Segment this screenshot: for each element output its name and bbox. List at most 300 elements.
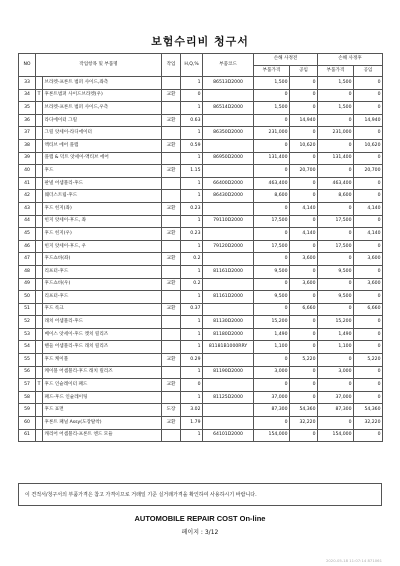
table-row [19,177,383,190]
row-after-labor: 0 [354,316,383,329]
header-work: 작업 [162,54,181,77]
row-part-code [203,202,254,215]
row-no: 43 [19,202,36,215]
row-no: 55 [19,354,36,367]
row-no: 33 [19,77,36,90]
row-work-type: 교환 [162,417,181,430]
table-row [19,303,383,316]
row-after-part-price: 9,500 [318,265,354,278]
row-no: 37 [19,127,36,140]
row-part-code: 81180D2000 [203,328,254,341]
row-part-code [203,278,254,291]
row-mark [36,114,43,127]
row-hq: 1 [181,341,203,354]
row-before-part-price: 1,100 [254,341,290,354]
row-no: 47 [19,253,36,266]
row-after-labor: 32,220 [354,417,383,430]
row-no: 49 [19,278,36,291]
row-before-part-price: 131,400 [254,152,290,165]
row-hq: 1 [181,102,203,115]
row-work-type [162,341,181,354]
row-item-name: 리프터-후드 [43,291,162,304]
row-before-labor: 32,220 [290,417,318,430]
row-mark [36,391,43,404]
row-hq: 0 [181,379,203,392]
row-item-name: 패드-후드 인슐레이팅 [43,391,162,404]
row-work-type [162,291,181,304]
row-work-type: 교환 [162,89,181,102]
row-before-part-price: 15,200 [254,316,290,329]
row-item-name: 후드쇼바(좌) [43,253,162,266]
row-before-part-price: 0 [254,165,290,178]
row-after-labor: 0 [354,215,383,228]
row-hq: 1 [181,152,203,165]
table-row [19,278,383,291]
row-part-code [203,165,254,178]
row-no: 48 [19,265,36,278]
table-row [19,139,383,152]
row-item-name: 리프터-후드 [43,265,162,278]
row-mark [36,366,43,379]
row-after-labor: 0 [354,429,383,442]
row-no: 54 [19,341,36,354]
row-after-labor: 0 [354,379,383,392]
price-disclaimer: 이 견적서/청구서의 부품가격은 참고 가격이므로 거래일 기준 실거래가격을 확인하여 사용하시기 바랍니다. [18,483,382,506]
row-after-labor: 0 [354,177,383,190]
row-mark [36,177,43,190]
row-no: 53 [19,328,36,341]
row-before-part-price: 154,000 [254,429,290,442]
table-row [19,127,383,140]
table-row [19,240,383,253]
row-part-code [203,253,254,266]
row-item-name: 힌지 앗세이-후드, 좌 [43,215,162,228]
table-row [19,228,383,241]
row-mark [36,291,43,304]
table-row [19,341,383,354]
row-mark [36,253,43,266]
row-work-type: 교환 [162,354,181,367]
row-before-part-price: 0 [254,202,290,215]
row-item-name: 후드쇼바(우) [43,278,162,291]
row-after-part-price: 0 [318,354,354,367]
row-after-part-price: 1,500 [318,102,354,115]
row-before-labor: 0 [290,215,318,228]
row-mark [36,202,43,215]
row-no: 45 [19,228,36,241]
row-no: 46 [19,240,36,253]
row-before-labor: 20,700 [290,165,318,178]
row-hq: 0.23 [181,202,203,215]
table-row [19,114,383,127]
row-part-code: 81125D2000 [203,391,254,404]
row-hq: 0.23 [181,228,203,241]
row-after-labor: 3,600 [354,278,383,291]
row-hq: 1 [181,328,203,341]
table-row [19,328,383,341]
row-before-labor: 14,940 [290,114,318,127]
row-after-part-price: 3,000 [318,366,354,379]
table-row [19,391,383,404]
row-work-type: 교환 [162,278,181,291]
row-item-name: 후드 록크 [43,303,162,316]
row-after-part-price: 9,500 [318,291,354,304]
row-hq: 1 [181,316,203,329]
row-mark [36,417,43,430]
row-part-code: 86514D2000 [203,102,254,115]
row-hq: 0.2 [181,278,203,291]
row-after-part-price: 463,400 [318,177,354,190]
row-mark [36,165,43,178]
row-before-part-price: 0 [254,228,290,241]
row-before-labor: 6,660 [290,303,318,316]
row-work-type [162,429,181,442]
row-before-labor: 54,360 [290,404,318,417]
row-mark [36,316,43,329]
row-part-code: 79110D2000 [203,215,254,228]
row-before-part-price: 1,490 [254,328,290,341]
row-after-part-price: 1,500 [318,77,354,90]
row-part-code [203,354,254,367]
row-hq: 1 [181,127,203,140]
row-after-part-price: 0 [318,202,354,215]
row-before-part-price: 3,000 [254,366,290,379]
row-item-name: 후드 인슐레이터 패드 [43,379,162,392]
row-part-code: 81161D2000 [203,291,254,304]
table-row [19,354,383,367]
row-after-labor: 0 [354,366,383,379]
row-no: 59 [19,404,36,417]
row-item-name: 브라켓-프론트 범퍼 사이드,우측 [43,102,162,115]
row-after-part-price: 1,490 [318,328,354,341]
row-item-name: 후드 힌지(좌) [43,202,162,215]
row-after-labor: 0 [354,391,383,404]
row-no: 40 [19,165,36,178]
row-before-part-price: 9,500 [254,291,290,304]
row-mark [36,127,43,140]
row-item-name: 캐리어 어셈블리-프론트 엔드 모듈 [43,429,162,442]
row-hq: 1.79 [181,417,203,430]
row-after-labor: 0 [354,152,383,165]
row-before-part-price: 0 [254,417,290,430]
row-before-part-price: 0 [254,278,290,291]
row-before-part-price: 87,300 [254,404,290,417]
table-row [19,316,383,329]
row-work-type [162,152,181,165]
row-part-code: 79120D2000 [203,240,254,253]
row-hq: 3.02 [181,404,203,417]
row-work-type: 교환 [162,202,181,215]
page-title: 보험수리비 청구서 [151,35,249,48]
row-mark [36,228,43,241]
row-before-part-price: 8,600 [254,190,290,203]
row-hq: 1 [181,265,203,278]
row-item-name: 베이스 앗세이-후드 캣치 릴리즈 [43,328,162,341]
row-work-type [162,102,181,115]
row-before-labor: 5,220 [290,354,318,367]
header-part-code: 부품코드 [203,54,254,77]
row-item-name: 플랩 & 덕트 앗세이-액티브 에어 [43,152,162,165]
row-after-labor: 4,140 [354,202,383,215]
row-before-part-price: 37,000 [254,391,290,404]
row-after-labor: 0 [354,341,383,354]
row-work-type [162,190,181,203]
row-no: 36 [19,114,36,127]
row-mark [36,404,43,417]
row-no: 51 [19,303,36,316]
row-after-labor: 0 [354,89,383,102]
row-part-code: 81161D2000 [203,265,254,278]
header-hq: H,Q,% [181,54,203,77]
row-work-type [162,240,181,253]
row-work-type [162,265,181,278]
table-row [19,379,383,392]
row-before-labor: 0 [290,152,318,165]
row-hq: 0.2 [181,253,203,266]
row-after-part-price: 87,300 [318,404,354,417]
row-before-labor: 0 [290,265,318,278]
row-after-labor: 20,700 [354,165,383,178]
table-row [19,152,383,165]
row-no: 41 [19,177,36,190]
row-hq: 1 [181,190,203,203]
row-after-part-price: 131,400 [318,152,354,165]
row-after-part-price: 0 [318,114,354,127]
row-before-labor: 3,600 [290,253,318,266]
table-row [19,366,383,379]
row-part-code [203,303,254,316]
print-timestamp: 2020-05-18 11:07:14 871061 [325,558,382,563]
row-item-name: 후론트범퍼 사이드브라켓(우) [43,89,162,102]
row-before-part-price: 9,500 [254,265,290,278]
row-after-labor: 54,360 [354,404,383,417]
row-before-part-price: 231,000 [254,127,290,140]
header-after-part-price: 부품가격 [318,65,354,77]
row-after-labor: 0 [354,265,383,278]
row-after-part-price: 8,600 [318,190,354,203]
table-row [19,89,383,102]
row-work-type: 도장 [162,404,181,417]
row-before-part-price: 0 [254,114,290,127]
row-after-labor: 0 [354,240,383,253]
row-after-part-price: 17,500 [318,215,354,228]
row-before-labor: 0 [290,177,318,190]
row-before-labor: 0 [290,328,318,341]
row-no: 58 [19,391,36,404]
row-before-labor: 0 [290,77,318,90]
row-item-name: 핸들 어셈블리-후드 래치 릴리즈 [43,341,162,354]
row-before-part-price: 0 [254,354,290,367]
row-part-code [203,379,254,392]
row-mark [36,190,43,203]
header-item: 작업항목 및 부품명 [36,54,162,77]
row-hq: 1 [181,77,203,90]
row-after-labor: 14,940 [354,114,383,127]
repair-cost-table [18,53,383,442]
row-no: 39 [19,152,36,165]
row-mark [36,240,43,253]
row-after-part-price: 0 [318,379,354,392]
row-after-labor: 0 [354,127,383,140]
row-work-type [162,177,181,190]
row-no: 38 [19,139,36,152]
row-mark [36,77,43,90]
row-no: 61 [19,429,36,442]
row-after-part-price: 0 [318,139,354,152]
row-item-name: 브라켓-프론트 범퍼 사이드,좌측 [43,77,162,90]
page-number: 페이지 : 3/12 [181,529,219,536]
row-after-labor: 6,660 [354,303,383,316]
row-part-code [203,114,254,127]
row-mark [36,303,43,316]
row-after-part-price: 231,000 [318,127,354,140]
row-after-part-price: 15,200 [318,316,354,329]
row-work-type [162,127,181,140]
row-hq: 0.37 [181,303,203,316]
row-hq: 1 [181,291,203,304]
row-before-part-price: 463,400 [254,177,290,190]
row-part-code: 86350D2000 [203,127,254,140]
row-part-code: 81130D2000 [203,316,254,329]
row-work-type [162,215,181,228]
table-body [19,77,383,442]
row-after-part-price: 0 [318,303,354,316]
row-mark [36,328,43,341]
row-before-part-price: 0 [254,303,290,316]
row-no: 42 [19,190,36,203]
row-no: 52 [19,316,36,329]
row-before-labor: 0 [290,291,318,304]
row-mark [36,215,43,228]
row-before-part-price: 0 [254,253,290,266]
row-item-name: 케이블 어셈블리-후드 래치 릴리즈 [43,366,162,379]
row-before-labor: 0 [290,102,318,115]
row-before-labor: 0 [290,190,318,203]
row-part-code: 86513D2000 [203,77,254,90]
table-row [19,265,383,278]
footer-title: AUTOMOBILE REPAIR COST On-line [134,514,266,523]
row-hq: 1 [181,366,203,379]
row-hq: 0.63 [181,114,203,127]
row-before-labor: 0 [290,316,318,329]
row-hq: 1 [181,429,203,442]
row-after-labor: 0 [354,328,383,341]
row-part-code: 86950D2000 [203,152,254,165]
row-after-part-price: 0 [318,165,354,178]
row-mark [36,354,43,367]
row-before-part-price: 1,500 [254,77,290,90]
row-hq: 1 [181,240,203,253]
row-after-part-price: 154,000 [318,429,354,442]
table-row [19,202,383,215]
row-no: 56 [19,366,36,379]
table-row [19,253,383,266]
row-work-type: 교환 [162,253,181,266]
row-before-labor: 0 [290,379,318,392]
row-no: 50 [19,291,36,304]
table-row [19,215,383,228]
table-row [19,429,383,442]
row-after-part-price: 17,500 [318,240,354,253]
row-after-part-price: 0 [318,278,354,291]
row-before-labor: 10,620 [290,139,318,152]
row-hq: 0.59 [181,139,203,152]
row-item-name: 후드 케이블 [43,354,162,367]
row-after-part-price: 0 [318,89,354,102]
row-before-labor: 0 [290,366,318,379]
row-no: 34 [19,89,36,102]
row-work-type: 교환 [162,114,181,127]
row-before-labor: 0 [290,89,318,102]
row-item-name: 후드 [43,165,162,178]
row-no: 35 [19,102,36,115]
row-mark [36,102,43,115]
table-row [19,417,383,430]
row-mark [36,341,43,354]
row-item-name: 후론트 패널 Assy(도장탈착) [43,417,162,430]
row-after-part-price: 0 [318,253,354,266]
row-after-part-price: 0 [318,417,354,430]
row-after-labor: 4,140 [354,228,383,241]
row-before-part-price: 0 [254,379,290,392]
row-part-code [203,89,254,102]
row-part-code: 81190D2000 [203,366,254,379]
row-mark [36,152,43,165]
row-item-name: 액티브 에어 플랩 [43,139,162,152]
row-before-labor: 0 [290,240,318,253]
header-no: NO [19,54,36,77]
row-item-name: 웨더스트립-후드 [43,190,162,203]
row-hq: 1 [181,215,203,228]
row-no: 60 [19,417,36,430]
row-before-part-price: 0 [254,139,290,152]
row-work-type: 교환 [162,165,181,178]
row-item-name: 래치 어셈블리-후드 [43,316,162,329]
header-before-assessment: 손해 사정전 [254,54,318,66]
row-work-type: 교환 [162,303,181,316]
row-work-type [162,366,181,379]
row-before-part-price: 17,500 [254,215,290,228]
row-work-type [162,316,181,329]
row-after-part-price: 37,000 [318,391,354,404]
row-part-code [203,139,254,152]
row-before-labor: 0 [290,391,318,404]
row-work-type [162,391,181,404]
row-before-labor: 0 [290,429,318,442]
table-row [19,165,383,178]
row-work-type [162,328,181,341]
row-before-labor: 0 [290,341,318,354]
row-before-part-price: 1,500 [254,102,290,115]
row-mark [36,139,43,152]
row-part-code: 64101D2000 [203,429,254,442]
row-hq: 1 [181,177,203,190]
row-after-labor: 3,600 [354,253,383,266]
row-before-labor: 0 [290,127,318,140]
row-part-code: 66400D2000 [203,177,254,190]
header-before-labor: 공임 [290,65,318,77]
row-mark [36,278,43,291]
row-no: 57 [19,379,36,392]
table-row [19,102,383,115]
table-row [19,190,383,203]
header-before-part-price: 부품가격 [254,65,290,77]
row-after-labor: 10,620 [354,139,383,152]
row-before-labor: 3,600 [290,278,318,291]
row-before-part-price: 17,500 [254,240,290,253]
header-after-assessment: 손해 사정후 [318,54,383,66]
row-before-labor: 4,140 [290,202,318,215]
